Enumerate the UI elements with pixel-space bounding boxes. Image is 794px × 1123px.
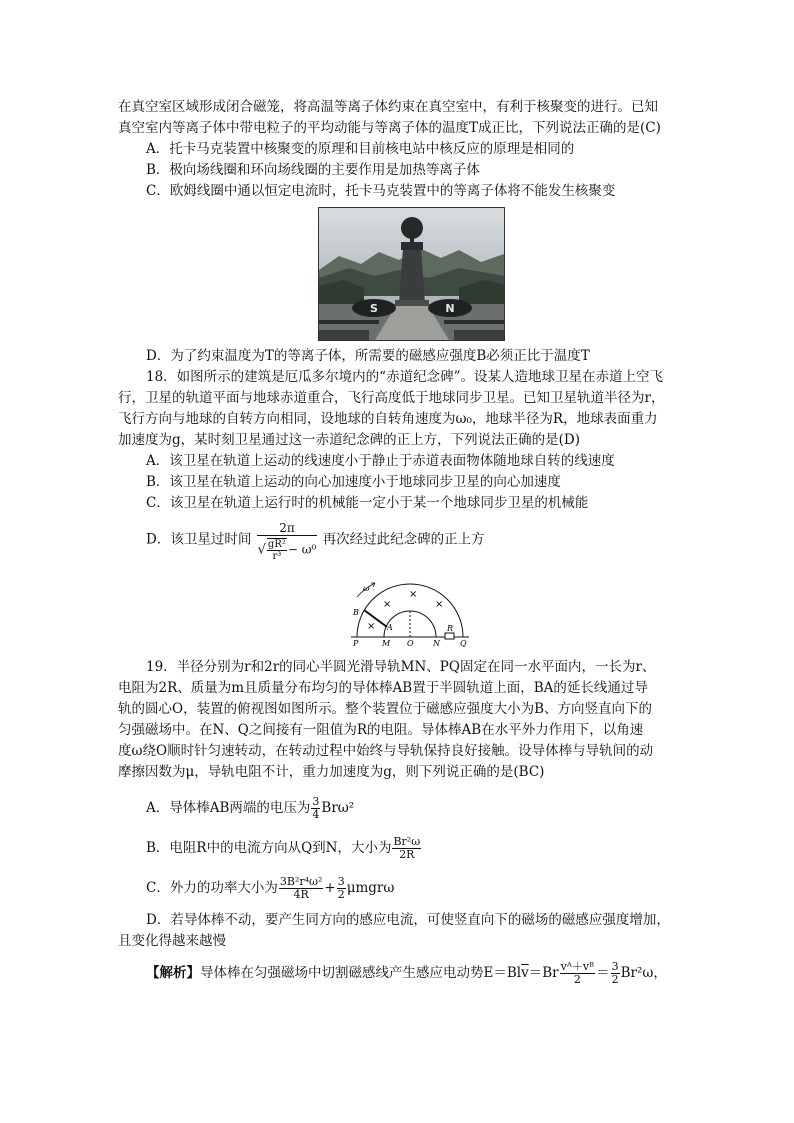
label-n: N xyxy=(433,639,440,647)
fraction-three-halves xyxy=(337,876,346,901)
field-cross-2: × xyxy=(409,589,418,600)
fraction-den: 4 xyxy=(312,808,320,821)
q19-line-3: 轨的圆心O，装置的俯视图如图所示。整个装置位于磁感应强度大小为B、方向竖直向下的 xyxy=(118,701,652,717)
q19-line-4: 匀强磁场中。在N、Q之间接有一阻值为R的电阻。导体棒AB在水平外力作用下，以角速 xyxy=(118,722,644,738)
equator-monument-photo xyxy=(318,207,505,341)
q19-option-a-text: A．导体棒AB两端的电压为 xyxy=(146,800,311,816)
field-cross-3: × xyxy=(435,599,444,610)
fraction-three-halves-analysis xyxy=(611,961,620,986)
label-q: Q xyxy=(460,639,467,647)
label-p: P xyxy=(353,639,359,647)
q19-option-c xyxy=(146,874,394,902)
label-r: R xyxy=(447,624,454,633)
monument-illustration xyxy=(319,208,504,340)
q17-line-1: 在真空室区域形成闭合磁笼，将高温等离子体约束在真空室中，有利于核聚变的进行。已知 xyxy=(118,99,658,115)
q18-line-3: 飞行方向与地球的自转方向相同，设地球的自转角速度为ω₀，地球半径为R，地球表面重力 xyxy=(118,411,658,427)
fraction-power xyxy=(279,876,324,901)
fraction-den: 4R xyxy=(293,888,309,901)
q18-option-c: C．该卫星在轨道上运行时的机械能一定小于某一个地球同步卫星的机械能 xyxy=(146,495,589,511)
q19-line-6: 摩擦因数为μ，导轨电阻不计，重力加速度为g，则下列说正确的是(BC) xyxy=(118,764,545,780)
fraction-num: 3 xyxy=(312,795,320,808)
radical-denominator: r³ xyxy=(272,551,282,562)
fraction-num: vᴬ＋vᴮ xyxy=(560,960,595,973)
q18-option-d-suffix: 再次经过此纪念碑的正上方 xyxy=(322,531,485,548)
q18-option-b: B．该卫星在轨道上运动的向心加速度小于地球同步卫星的向心加速度 xyxy=(146,474,561,490)
label-omega: ω xyxy=(363,584,370,593)
v-bar: $\overline{v}$ xyxy=(521,965,529,981)
analysis-line xyxy=(146,958,667,988)
fraction-average-velocity xyxy=(560,961,596,986)
fraction-current xyxy=(392,836,421,861)
q19-option-c-text: C．外力的功率大小为 xyxy=(146,880,278,896)
q19-option-b xyxy=(146,834,422,862)
analysis-eq2: ＝Br xyxy=(528,965,559,981)
fraction-num: 3B²r⁴ω² xyxy=(279,875,323,888)
analysis-tail: Br²ω， xyxy=(620,965,667,981)
plaque-label-right: N xyxy=(445,302,455,315)
q17-option-b: B．极向场线圈和环向场线圈的主要作用是加热等离子体 xyxy=(146,162,480,178)
label-b: B xyxy=(353,608,359,617)
fraction-den: 2 xyxy=(611,973,619,986)
q18-option-a: A．该卫星在轨道上运动的线速度小于静止于赤道表面物体随地球自转的线速度 xyxy=(146,453,615,469)
q19-option-a xyxy=(146,794,354,822)
fraction-num: 3 xyxy=(611,960,619,973)
field-cross-4: × xyxy=(367,621,376,632)
field-cross-1: × xyxy=(383,599,392,610)
fraction-den: 2 xyxy=(573,973,581,986)
fraction-den: 2 xyxy=(337,888,345,901)
q19-line-1: 19．半径分别为r和2r的同心半圆光滑导轨MN、PQ固定在同一水平面内，一长为r、 xyxy=(146,659,656,675)
label-o: O xyxy=(407,639,414,647)
q19-option-a-tail: Brω² xyxy=(321,800,355,816)
fraction-den: 2R xyxy=(399,848,415,861)
semicircle-rail-diagram xyxy=(345,575,475,647)
formula-numerator: 2π xyxy=(257,522,318,536)
q18-option-d xyxy=(146,520,485,560)
q18-line-4: 加速度为g，某时刻卫星通过这一赤道纪念碑的正上方，下列说法正确的是(D) xyxy=(118,432,580,448)
q19-line-5: 度ω绕O顺时针匀速转动，在转动过程中始终与导轨保持良好接触。设导体棒与导轨间的动 xyxy=(118,743,654,759)
q19-option-d-line-2: 且变化得越来越慢 xyxy=(118,933,226,949)
q19-option-b-text: B．电阻R中的电流方向从Q到N，大小为 xyxy=(146,840,392,856)
q17-option-a: A．托卡马克装置中核聚变的原理和目前核电站中核反应的原理是相同的 xyxy=(146,141,575,157)
q18-line-1: 18．如图所示的建筑是厄瓜多尔境内的“赤道纪念碑”。设某人造地球卫星在赤道上空飞 xyxy=(146,369,663,385)
formula-denominator: √ $\frac{\text{gR²}}{\text{r³}}$ − ω⁰ xyxy=(257,539,317,562)
q18-line-2: 行，卫星的轨道平面与地球赤道重合，飞行高度低于地球同步卫星。已知卫星轨道半径为r， xyxy=(118,390,665,406)
fraction-three-quarters xyxy=(311,796,320,821)
radical-numerator: gR² xyxy=(267,539,286,550)
analysis-text: 导体棒在匀强磁场中切割磁感线产生感应电动势E＝Bl xyxy=(200,965,522,981)
label-m: M xyxy=(382,639,391,647)
q17-line-2: 真空室内等离子体中带电粒子的平均动能与等离子体的温度T成正比，下列说法正确的是(C) xyxy=(118,120,661,136)
analysis-eq3: ＝ xyxy=(596,965,610,981)
q18-option-d-formula xyxy=(257,522,318,562)
q17-option-c: C．欧姆线圈中通以恒定电流时，托卡马克装置中的等离子体将不能发生核聚变 xyxy=(146,183,616,199)
fraction-num: Br²ω xyxy=(393,835,421,848)
plus-sign: + xyxy=(324,880,336,896)
radical-minus-omega: − ω⁰ xyxy=(287,542,317,557)
q18-option-d-prefix: D．该卫星过时间 xyxy=(146,531,252,548)
q19-option-d-line-1: D．若导体棒不动，要产生同方向的感应电流，可使竖直向下的磁场的磁感应强度增加， xyxy=(146,912,670,928)
label-a: A xyxy=(387,623,393,632)
q19-line-2: 电阻为2R、质量为m且质量分布均匀的导体棒AB置于半圆轨道上面，BA的延长线通过导 xyxy=(118,680,648,696)
analysis-tag: 【解析】 xyxy=(146,965,200,981)
fraction-num: 3 xyxy=(337,875,345,888)
q17-option-d: D．为了约束温度为T的等离子体，所需要的磁感应强度B必须正比于温度T xyxy=(146,348,590,364)
plaque-label-left: S xyxy=(370,302,378,315)
q19-option-c-tail: μmgrω xyxy=(346,880,395,896)
